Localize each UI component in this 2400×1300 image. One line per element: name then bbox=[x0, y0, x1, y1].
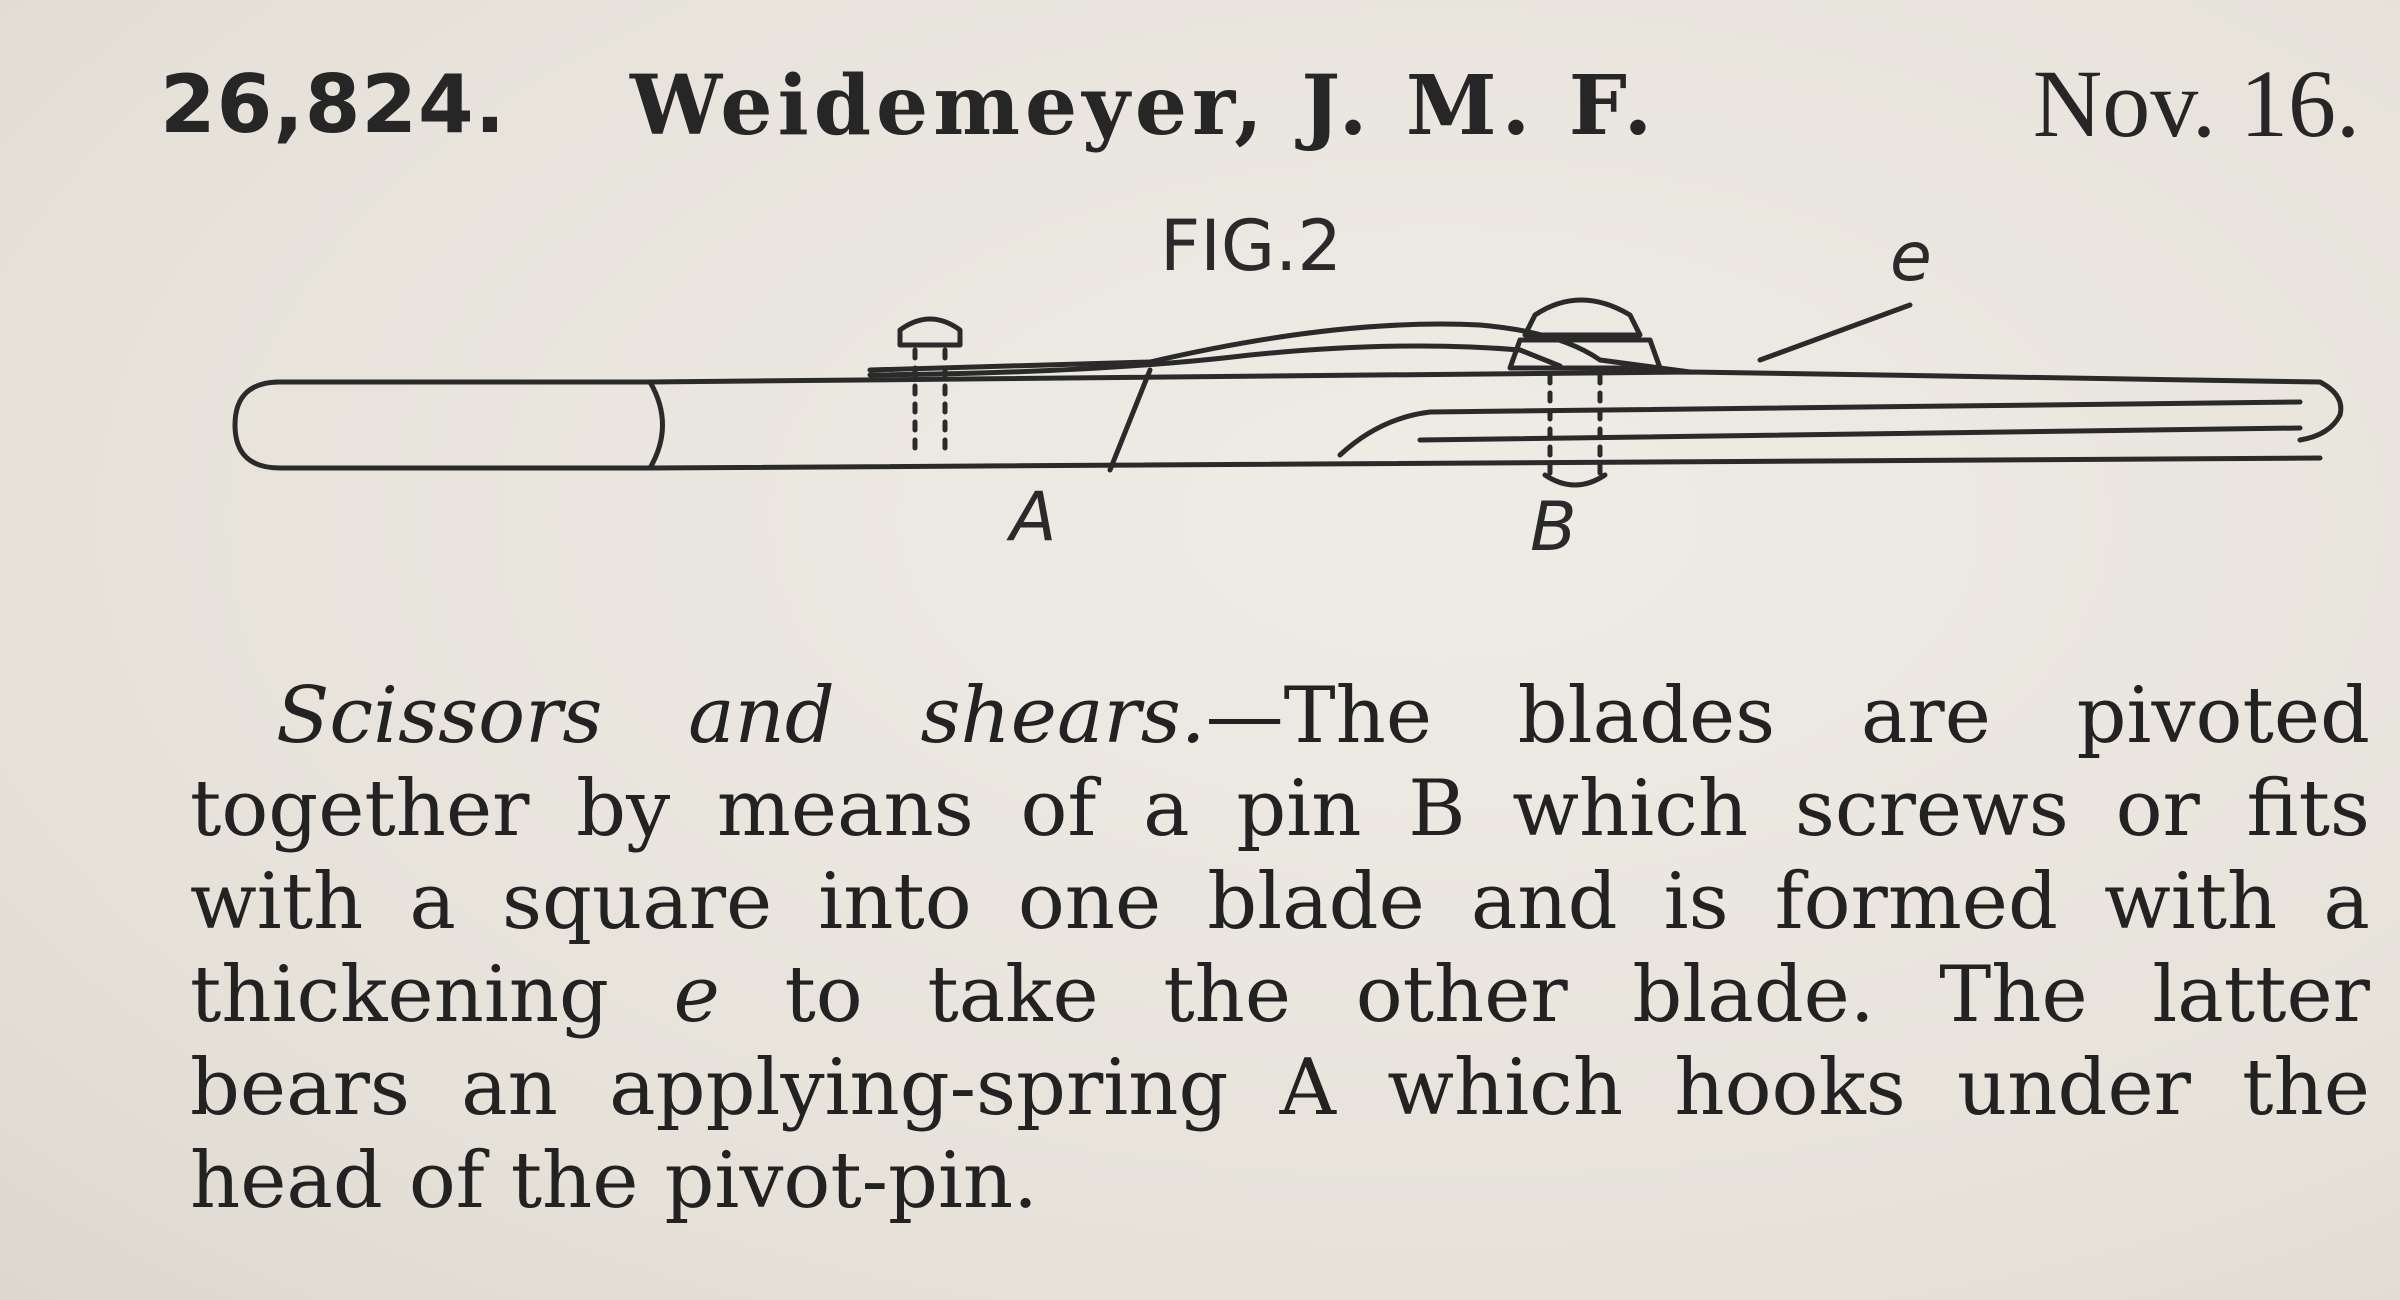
pivot-pin-head bbox=[1525, 300, 1640, 335]
text-word: B bbox=[1408, 764, 1466, 854]
text-line bbox=[190, 1042, 2370, 1135]
text-word: formed bbox=[1774, 857, 2058, 947]
text-word: which bbox=[1387, 1043, 1624, 1133]
text-word: pivoted bbox=[2076, 671, 2370, 761]
part-label-a: A bbox=[1010, 478, 1057, 557]
text-line bbox=[190, 949, 2370, 1042]
lower-blade-edge bbox=[650, 458, 2320, 468]
text-word: one bbox=[1017, 857, 1162, 947]
text-word: into bbox=[818, 857, 972, 947]
text-word: the bbox=[2242, 1043, 2370, 1133]
text-word: the bbox=[1163, 950, 1292, 1040]
text-word: together bbox=[190, 764, 530, 854]
text-word: of bbox=[408, 1136, 485, 1226]
text-word: which bbox=[1512, 764, 1749, 854]
scissors-drawing bbox=[0, 190, 2400, 620]
spring-a bbox=[870, 324, 1690, 372]
pivot-pin-nut bbox=[1545, 475, 1605, 485]
text-word: square bbox=[502, 857, 773, 947]
text-word: other bbox=[1355, 950, 1568, 1040]
text-word: under bbox=[1957, 1043, 2191, 1133]
entry-header bbox=[160, 40, 2360, 170]
text-line bbox=[190, 1135, 2370, 1228]
text-word: are bbox=[1860, 671, 1991, 761]
text-word: or bbox=[2115, 764, 2200, 854]
text-word: pin bbox=[1236, 764, 1362, 854]
text-line bbox=[190, 670, 2370, 763]
text-word: blades bbox=[1517, 671, 1776, 761]
text-word: blade. bbox=[1632, 950, 1875, 1040]
left-pin-head bbox=[900, 319, 960, 345]
text-word: to bbox=[784, 950, 863, 1040]
text-word: means bbox=[716, 764, 974, 854]
left-pin-shaft bbox=[915, 350, 945, 450]
text-word: take bbox=[927, 950, 1099, 1040]
text-word: The bbox=[1939, 950, 2088, 1040]
text-word: blade bbox=[1207, 857, 1425, 947]
text-word: with bbox=[190, 857, 364, 947]
text-line bbox=[190, 856, 2370, 949]
text-word: a bbox=[2323, 857, 2370, 947]
part-label-e: e bbox=[1890, 218, 1932, 297]
text-word: with bbox=[2103, 857, 2278, 947]
patent-number: 26,824. bbox=[160, 58, 507, 151]
text-word: hooks bbox=[1674, 1043, 1906, 1133]
text-word: the bbox=[510, 1136, 639, 1226]
leader-a bbox=[1110, 370, 1150, 470]
text-word: —The bbox=[1205, 671, 1432, 761]
text-word: of bbox=[1020, 764, 1097, 854]
text-word: and bbox=[688, 671, 835, 761]
scissors-figure bbox=[0, 190, 2400, 620]
text-word: an bbox=[461, 1043, 558, 1133]
text-word bbox=[921, 670, 1432, 763]
inventor-name: Weidemeyer, J. M. F. bbox=[630, 58, 1658, 154]
patent-date: Nov. 16. bbox=[2032, 50, 2360, 157]
text-line bbox=[190, 763, 2370, 856]
text-word: e bbox=[673, 950, 720, 1040]
text-word: and bbox=[1470, 857, 1618, 947]
abstract-text bbox=[190, 670, 2370, 1228]
part-label-b: B bbox=[1530, 488, 1577, 567]
text-word: head bbox=[190, 1136, 383, 1226]
text-word: is bbox=[1663, 857, 1729, 947]
text-word: thickening bbox=[190, 950, 609, 1040]
figure-label: FIG.2 bbox=[1160, 205, 1342, 287]
text-word: screws bbox=[1794, 764, 2069, 854]
text-word: shears. bbox=[920, 671, 1206, 761]
text-word: Scissors bbox=[276, 671, 603, 761]
text-word: a bbox=[409, 857, 456, 947]
text-word: latter bbox=[2152, 950, 2370, 1040]
text-word: by bbox=[576, 764, 671, 854]
text-word: bears bbox=[190, 1043, 410, 1133]
text-word: fits bbox=[2246, 764, 2370, 854]
text-word: pivot-pin. bbox=[664, 1136, 1038, 1226]
text-word: a bbox=[1143, 764, 1190, 854]
text-word: applying-spring bbox=[609, 1043, 1229, 1133]
text-word: A bbox=[1279, 1043, 1336, 1133]
leader-e bbox=[1760, 305, 1910, 360]
handle-bow bbox=[235, 382, 663, 468]
